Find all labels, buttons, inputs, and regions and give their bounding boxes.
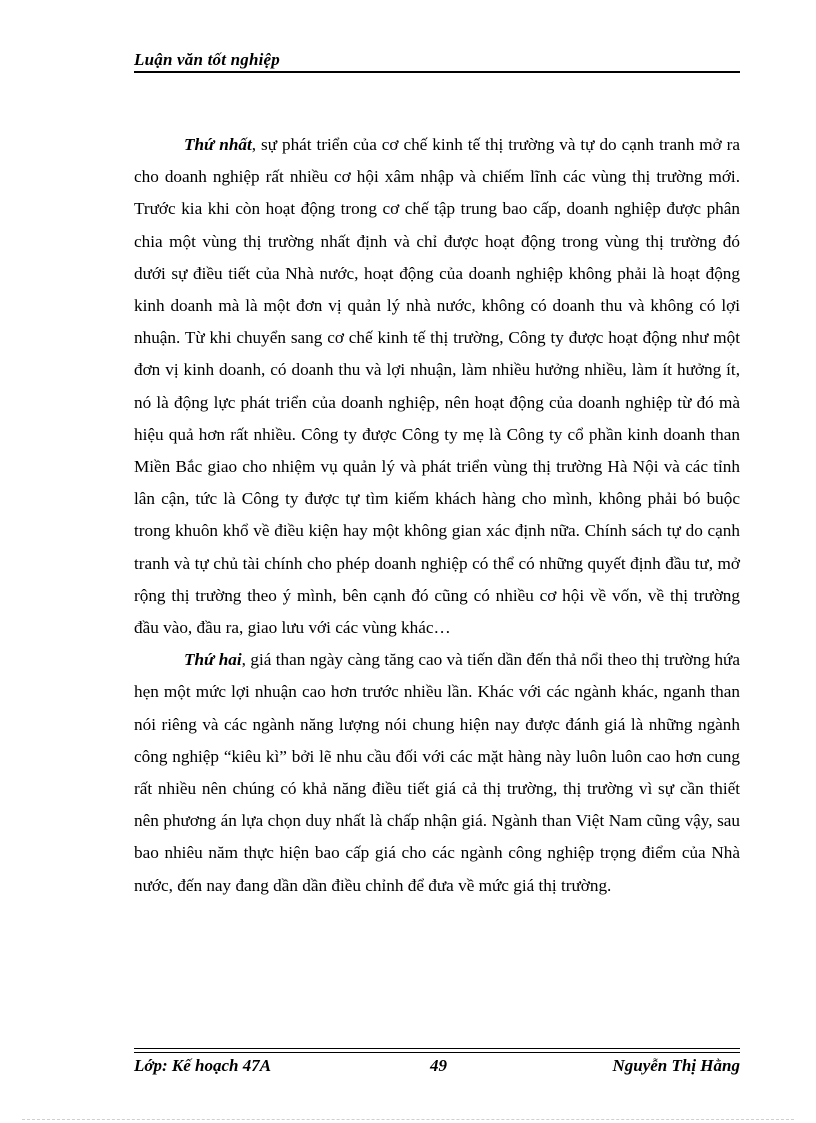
footer-class-label: Lớp: Kế hoạch 47A: [134, 1056, 272, 1075]
running-header-title: Luận văn tốt nghiệp: [134, 50, 280, 69]
paragraph-lead: Thứ nhất: [184, 135, 252, 154]
footer-rule-thin: [134, 1052, 740, 1053]
footer-rule: [134, 1048, 740, 1049]
page-edge: [22, 1119, 794, 1120]
page-number: 49: [430, 1056, 447, 1075]
header-rule: [134, 71, 740, 73]
paragraph-lead: Thứ hai: [184, 650, 242, 670]
paragraph-thu-nhat: [134, 129, 740, 644]
paragraph-text: , giá than ngày càng tăng cao và tiến dần đến thả nổi theo thị trường hứa hẹn một mức lợi nhuận cao hơn trước nhiều lần. Khác với các ngành khác, nganh than nói riêng và các ngành năng lượng nói chung hiện nay được đánh giá là những ngành công nghiệp “kiêu kì” bởi lẽ nhu cầu đối với các mặt hàng này luôn luôn cao hơn cung rất nhiều nên chúng có khả năng điều tiết giá cả thị trường, thị trường vì sự cần thiết nên phương án lựa chọn duy nhất là chấp nhận giá. Ngành than Việt Nam cũng vậy, sau bao nhiêu năm thực hiện bao cấp giá cho các ngành công nghiệp trọng điểm của Nhà nước, đến nay đang dần dần điều chỉnh để đưa về mức giá thị trường.: [134, 650, 740, 895]
paragraph-thu-hai: [134, 644, 740, 902]
body-text: [134, 129, 740, 902]
paragraph-text: , sự phát triển của cơ chế kinh tế thị trường và tự do cạnh tranh mở ra cho doanh nghiệp rất nhiều cơ hội xâm nhập và chiếm lĩnh các vùng thị trường mới. Trước kia khi còn hoạt động trong cơ chế tập trung bao cấp, doanh nghiệp được phân chia một vùng thị trường nhất định và chỉ được hoạt động trong vùng thị trường đó dưới sự điều tiết của Nhà nước, hoạt động của doanh nghiệp không phải là hoạt động kinh doanh mà là một đơn vị quản lý nhà nước, không có doanh thu và không có lợi nhuận. Từ khi chuyển sang cơ chế kinh tế thị trường, Công ty được hoạt động như một đơn vị kinh doanh, có doanh thu và lợi nhuận, làm nhiều hưởng nhiều, làm ít hưởng ít, nó là động lực phát triển của doanh nghiệp, nên hoạt động của doanh nghiệp từ đó mà hiệu quả hơn rất nhiều. Công ty được Công ty mẹ là Công ty cổ phần kinh doanh than Miền Bắc giao cho nhiệm vụ quản lý và phát triển vùng thị trường Hà Nội và các tỉnh lân cận, tức là Công ty được tự tìm kiếm khách hàng cho mình, không phải bó buộc trong khuôn khổ về điều kiện hay một không gian xác định nữa. Chính sách tự do cạnh tranh và tự chủ tài chính cho phép doanh nghiệp có thể có những quyết định đầu tư, mở rộng thị trường theo ý mình, bên cạnh đó cũng có nhiều cơ hội về vốn, về thị trường đầu vào, đầu ra, giao lưu với các vùng khác…: [134, 135, 741, 638]
footer-author: Nguyễn Thị Hằng: [612, 1056, 740, 1075]
